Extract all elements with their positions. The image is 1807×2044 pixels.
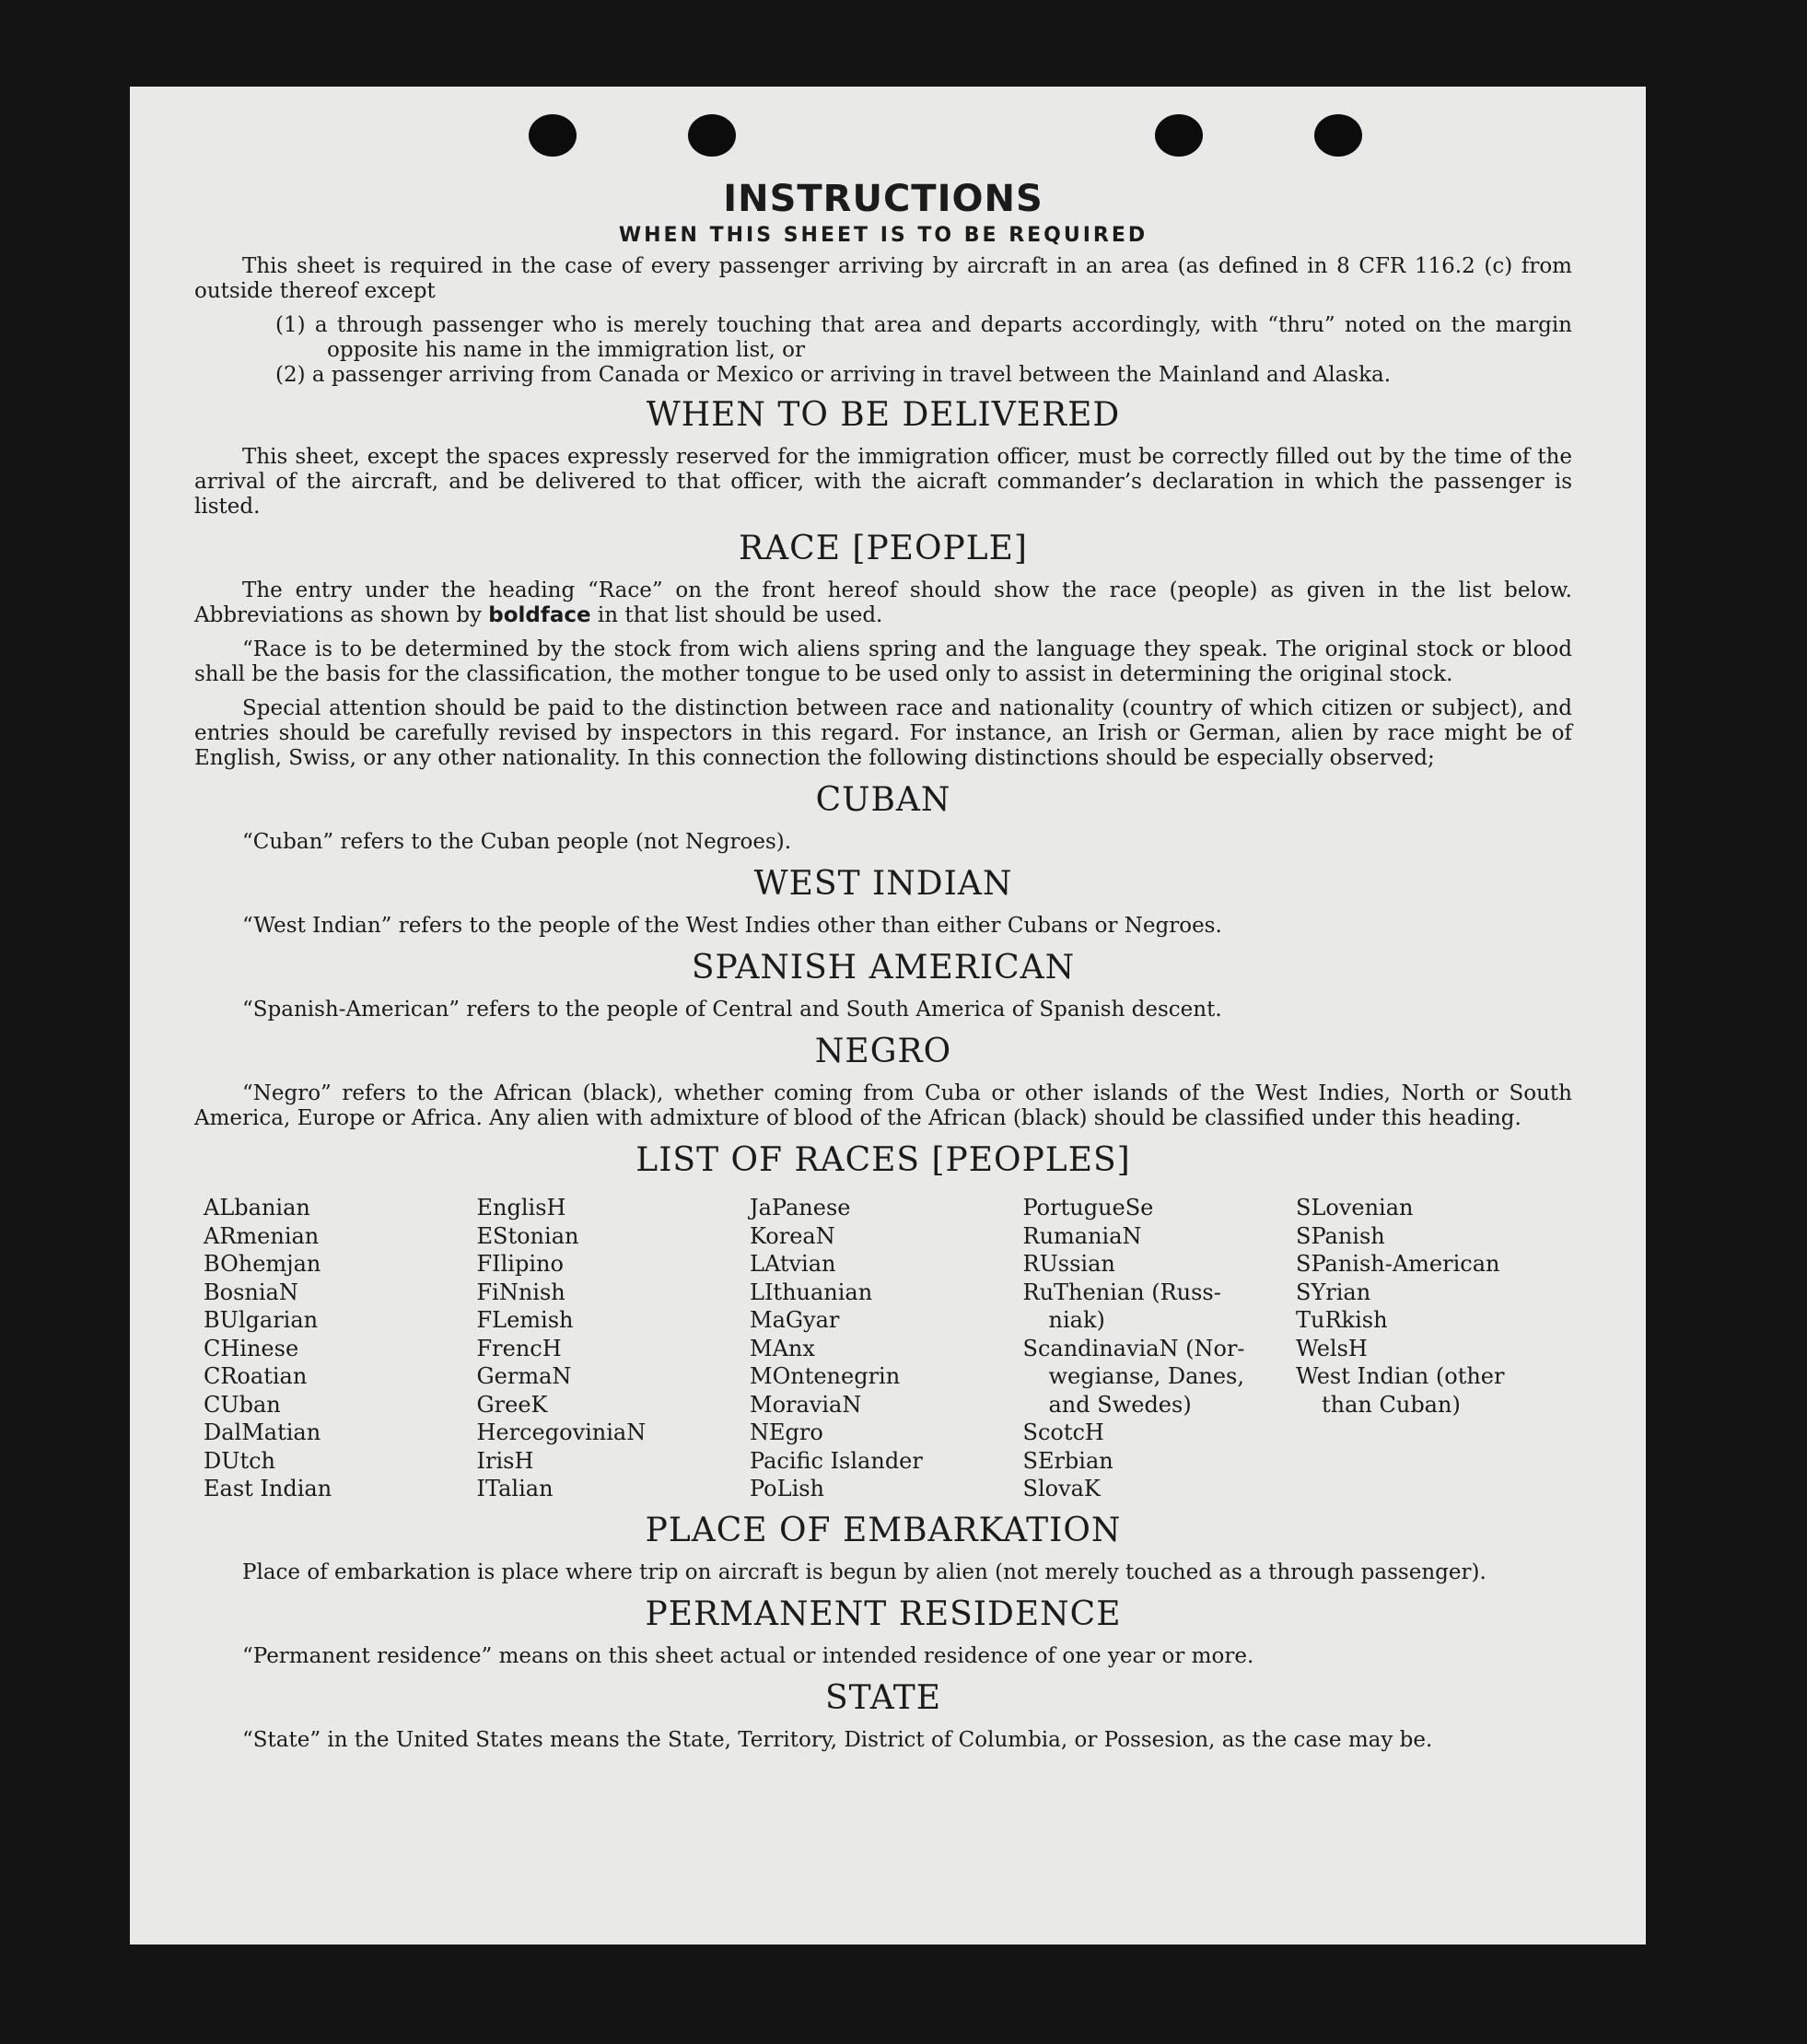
section-heading: PERMANENT RESIDENCE bbox=[645, 1594, 1122, 1633]
exception-item: (1) a through passenger who is merely touching that area and departs accordingly, with “thru” noted on the margin opposite his name in the immigration list, or bbox=[275, 313, 1572, 362]
race-entry: NEgro bbox=[750, 1419, 823, 1445]
race-entry: DUtch bbox=[204, 1447, 276, 1474]
race-entry: than Cuban) bbox=[1322, 1391, 1461, 1418]
section-heading: WEST INDIAN bbox=[753, 865, 1013, 903]
race-entry: SLovenian bbox=[1296, 1195, 1414, 1221]
race-entry: PoLish bbox=[750, 1476, 825, 1501]
section-text: “State” in the United States means the State, Territory, District of Columbia, or Possesion, as the case may be. bbox=[242, 1727, 1433, 1752]
race-entry: RUssian bbox=[1022, 1251, 1115, 1277]
race-entry: PortugueSe bbox=[1022, 1195, 1154, 1221]
race-entry: MAnx bbox=[750, 1335, 815, 1361]
race-entry: CHinese bbox=[204, 1335, 299, 1361]
race-entry: BosniaN bbox=[204, 1279, 298, 1305]
race-entry: ScotcH bbox=[1022, 1419, 1104, 1445]
section-heading: STATE bbox=[824, 1678, 942, 1717]
race-entry: FiNnish bbox=[476, 1279, 565, 1305]
race-entry: SErbian bbox=[1022, 1447, 1113, 1474]
page-title: INSTRUCTIONS bbox=[723, 178, 1043, 220]
races-column bbox=[1296, 1194, 1563, 1503]
section-heading: RACE [PEOPLE] bbox=[739, 530, 1028, 567]
section-heading: NEGRO bbox=[814, 1033, 952, 1070]
exception-item: (2) a passenger arriving from Canada or Mexico or arriving in travel between the Mainland and Alaska. bbox=[275, 363, 1392, 387]
race-text-part: The entry under the heading “Race” on the front hereof should show the race (people) as given in the list below. Abbreviations as shown by bbox=[194, 578, 1572, 627]
punch-hole bbox=[529, 114, 577, 157]
section-text: “Permanent residence” means on this sheet actual or intended residence of one year or more. bbox=[242, 1643, 1254, 1668]
race-entry: ITalian bbox=[476, 1476, 554, 1501]
races-list bbox=[194, 1190, 1572, 1503]
race-entry: FIlipino bbox=[476, 1251, 564, 1277]
race-entry: GermaN bbox=[476, 1363, 572, 1389]
section-text: “Spanish-American” refers to the people of Central and South America of Spanish descent. bbox=[242, 998, 1222, 1022]
race-entry: ALbanian bbox=[204, 1195, 310, 1221]
race-entry: CRoatian bbox=[204, 1363, 308, 1389]
section-text: “West Indian” refers to the people of the West Indies other than either Cubans or Negroes. bbox=[242, 914, 1222, 938]
race-entry: Pacific Islander bbox=[750, 1447, 923, 1474]
instruction-sheet bbox=[130, 87, 1646, 1945]
section-heading: LIST OF RACES [PEOPLES] bbox=[635, 1141, 1131, 1179]
race-entry: SPanish-American bbox=[1296, 1251, 1500, 1277]
race-entry: TuRkish bbox=[1296, 1307, 1388, 1333]
section-text: “Negro” refers to the African (black), whether coming from Cuba or other islands of the West Indies, North or South America, Europe or Africa. Any alien with admixture of blood of the African (black) should be classified under this heading. bbox=[194, 1081, 1572, 1130]
race-entry: WelsH bbox=[1296, 1335, 1368, 1361]
race-entry: EnglisH bbox=[476, 1195, 566, 1221]
race-entry: RumaniaN bbox=[1022, 1222, 1142, 1249]
intro-paragraph: This sheet is required in the case of every passenger arriving by aircraft in an area (as defined in 8 CFR 116.2 (c) from outside thereof except bbox=[194, 254, 1572, 303]
race-entry: wegianse, Danes, bbox=[1048, 1363, 1244, 1389]
race-paragraph bbox=[194, 578, 1572, 628]
race-entry: SYrian bbox=[1296, 1279, 1371, 1305]
race-entry: BUlgarian bbox=[204, 1307, 319, 1333]
race-entry: BOhemjan bbox=[204, 1251, 321, 1277]
race-entry: ARmenian bbox=[204, 1222, 320, 1249]
section-text: Place of embarkation is place where trip on aircraft is begun by alien (not merely touched as a through passenger). bbox=[242, 1559, 1486, 1584]
race-text-part: in that list should be used. bbox=[590, 603, 883, 627]
race-entry: MoraviaN bbox=[750, 1391, 862, 1418]
race-entry: LIthuanian bbox=[750, 1279, 873, 1305]
race-entry: LAtvian bbox=[750, 1251, 836, 1277]
race-entry: MOntenegrin bbox=[750, 1363, 901, 1389]
section-text: “Cuban” refers to the Cuban people (not Negroes). bbox=[242, 830, 792, 854]
race-entry: EStonian bbox=[476, 1222, 579, 1249]
race-paragraph: “Race is to be determined by the stock from wich aliens spring and the language they speak. The original stock or blood shall be the basis for the classification, the mother tongue to be used only to assist in determining the original stock. bbox=[194, 637, 1572, 686]
race-entry: West Indian (other bbox=[1296, 1363, 1505, 1389]
race-entry: and Swedes) bbox=[1048, 1391, 1192, 1418]
section-heading: SPANISH AMERICAN bbox=[691, 949, 1076, 987]
race-entry: ScandinaviaN (Nor- bbox=[1022, 1335, 1245, 1361]
race-entry: DalMatian bbox=[204, 1419, 321, 1445]
punch-hole bbox=[1155, 114, 1203, 157]
races-column bbox=[204, 1194, 471, 1503]
section-heading: CUBAN bbox=[815, 781, 951, 819]
race-entry: CUban bbox=[204, 1391, 281, 1418]
exceptions-list bbox=[194, 313, 1572, 388]
race-paragraph: Special attention should be paid to the distinction between race and nationality (country of which citizen or subject), and entries should be carefully revised by inspectors in this regard. For instance, an Irish or German, alien by race might be of English, Swiss, or any other nationality. In this connection the following distinctions should be especially observed; bbox=[194, 696, 1572, 770]
section-text: This sheet, except the spaces expressly reserved for the immigration officer, must be correctly filled out by the time of the arrival of the aircraft, and be delivered to that officer, with the aicraft commander’s declaration in which the passenger is listed. bbox=[194, 445, 1572, 519]
races-column bbox=[1023, 1194, 1290, 1503]
race-entry: SPanish bbox=[1296, 1222, 1385, 1249]
section-heading: WHEN TO BE DELIVERED bbox=[646, 396, 1121, 434]
section-heading: PLACE OF EMBARKATION bbox=[645, 1511, 1122, 1549]
punch-hole bbox=[688, 114, 736, 157]
race-entry: FLemish bbox=[476, 1307, 574, 1333]
races-column bbox=[750, 1194, 1017, 1503]
race-entry: JaPanese bbox=[750, 1195, 851, 1221]
race-entry: FrencH bbox=[476, 1335, 562, 1361]
page-subtitle: WHEN THIS SHEET IS TO BE REQUIRED bbox=[618, 224, 1148, 247]
punch-hole bbox=[1314, 114, 1362, 157]
races-column bbox=[477, 1194, 744, 1503]
race-entry: niak) bbox=[1048, 1307, 1105, 1333]
race-entry: RuThenian (Russ- bbox=[1022, 1279, 1221, 1305]
race-entry: East Indian bbox=[204, 1476, 332, 1501]
race-entry: GreeK bbox=[476, 1391, 548, 1418]
race-entry: KoreaN bbox=[750, 1222, 835, 1249]
boldface-word: boldface bbox=[488, 603, 591, 627]
race-entry: IrisH bbox=[476, 1447, 534, 1474]
race-entry: HercegoviniaN bbox=[476, 1419, 647, 1445]
race-entry: MaGyar bbox=[750, 1307, 840, 1333]
race-entry: SlovaK bbox=[1022, 1476, 1101, 1501]
